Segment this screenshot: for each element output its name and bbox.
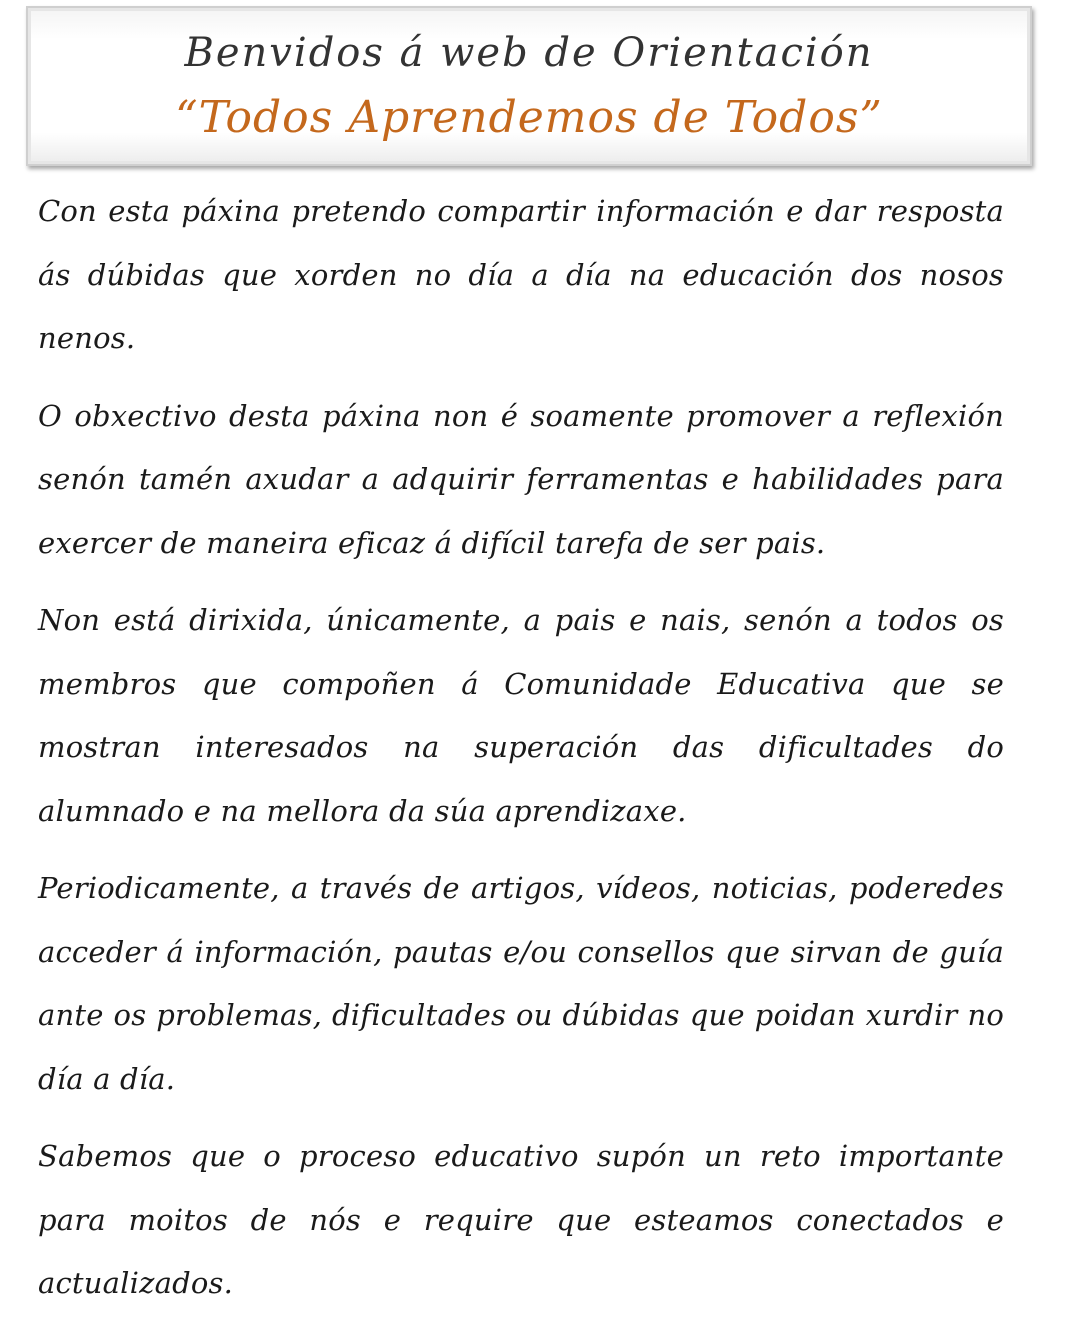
banner-title: Benvidos á web de Orientación [184, 30, 874, 76]
paragraph-audience: Non está dirixida, únicamente, a pais e nais, senón a todos os membros que compoñen á Comunidade Educativa que se mostran interesados na superación das dificultades do alumnado e na mellora da súa aprendizaxe. [38, 603, 1004, 828]
intro-text [38, 180, 1004, 1330]
banner-subtitle: “Todos Aprendemos de Todos” [175, 92, 883, 143]
paragraph-resources: Periodicamente, a través de artigos, vídeos, noticias, poderedes acceder á información, pautas e/ou consellos que sirvan de guía ante os problemas, dificultades ou dúbidas que poidan xurdir no día a día. [38, 871, 1004, 1096]
paragraph-challenge: Sabemos que o proceso educativo supón un reto importante para moitos de nós e require que esteamos conectados e actualizados. [38, 1139, 1004, 1300]
paragraph-purpose: Con esta páxina pretendo compartir información e dar resposta ás dúbidas que xorden no día a día na educación dos nosos nenos. [38, 194, 1004, 355]
paragraph-objective: O obxectivo desta páxina non é soamente promover a reflexión senón tamén axudar a adquirir ferramentas e habilidades para exercer de maneira eficaz á difícil tarefa de ser pais. [38, 398, 1004, 560]
welcome-banner [26, 6, 1032, 166]
